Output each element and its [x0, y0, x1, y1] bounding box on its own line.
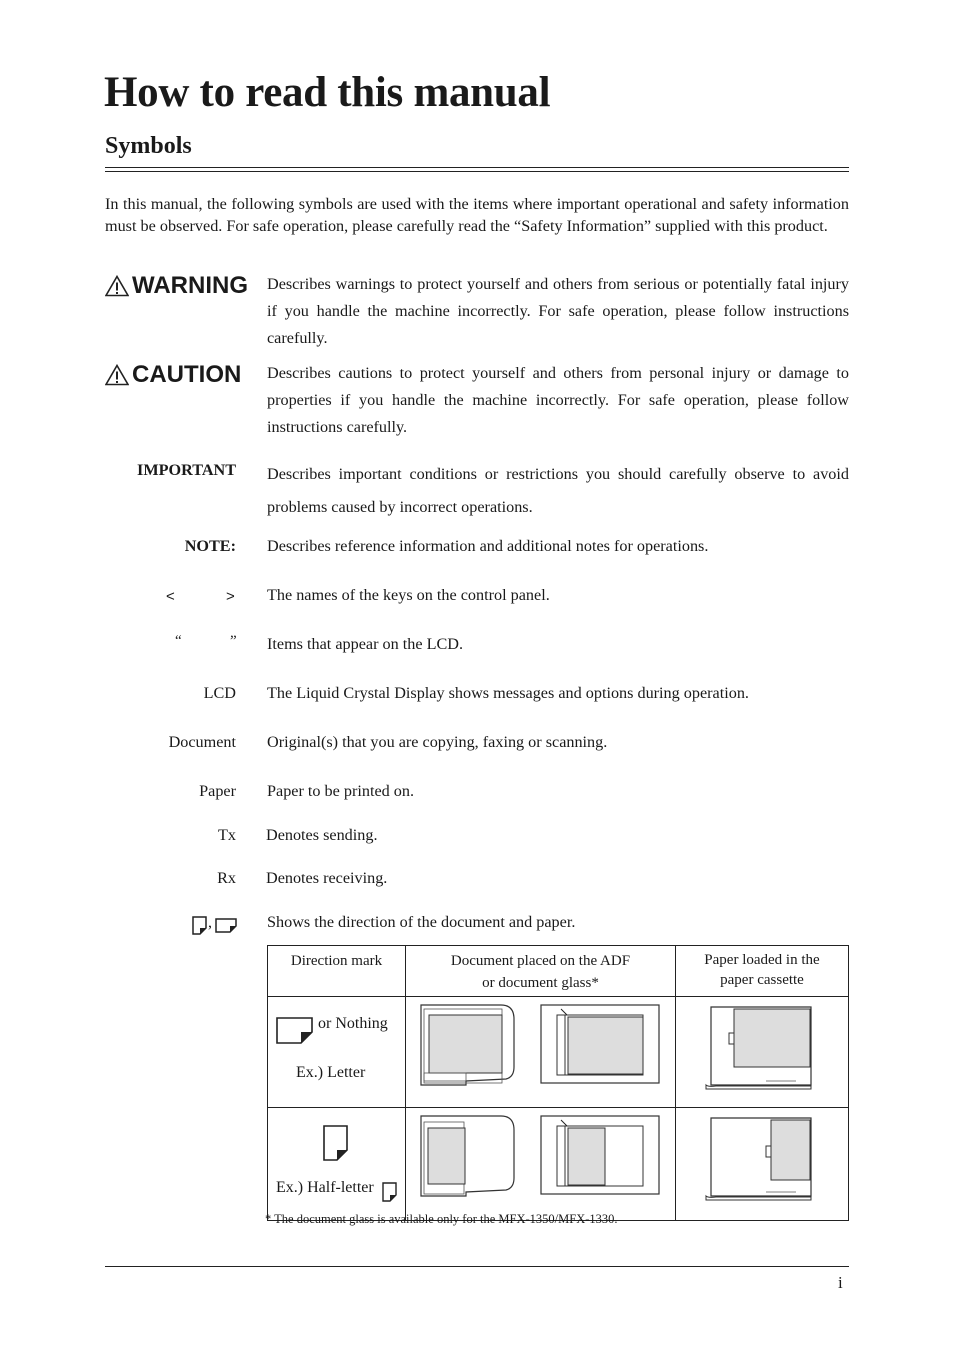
note-label: NOTE: — [184, 537, 236, 555]
landscape-direction-mark-icon — [215, 918, 237, 933]
quote-open: “ — [175, 633, 182, 649]
keys-description: The names of the keys on the control panel. — [267, 586, 550, 604]
paper-description: Paper to be printed on. — [267, 782, 414, 800]
half-letter-mark-icon — [382, 1182, 398, 1202]
document-description: Original(s) that you are copying, faxing or scanning. — [267, 733, 608, 751]
caution-label: CAUTION — [132, 361, 242, 388]
warning-signal — [105, 272, 248, 300]
rx-description: Denotes receiving. — [266, 869, 388, 887]
section-heading: Symbols — [105, 133, 192, 159]
warning-label: WARNING — [132, 272, 248, 299]
table-header-cassette: Paper loaded in the paper cassette — [704, 952, 820, 988]
landscape-placement-illustration — [406, 997, 675, 1102]
landscape-cassette-illustration — [676, 997, 848, 1102]
note-description: Describes reference information and additional notes for operations. — [267, 537, 709, 555]
caution-triangle-icon — [105, 364, 129, 386]
table-header-adf: Document placed on the ADF or document glass* — [450, 953, 631, 991]
page-number: i — [838, 1273, 843, 1292]
portrait-mark-icon — [323, 1125, 349, 1161]
direction-mark-separator: , — [208, 914, 212, 931]
important-label: IMPORTANT — [137, 461, 236, 479]
or-nothing-text: or Nothing — [318, 1015, 388, 1032]
tx-description: Denotes sending. — [266, 826, 378, 844]
tx-label: Tx — [218, 826, 236, 844]
table-footnote: * The document glass is available only for the MFX-1350/MFX-1330. — [265, 1212, 618, 1226]
quote-close: ” — [230, 633, 237, 649]
letter-example: Ex.) Letter — [296, 1064, 366, 1081]
heading-rule — [105, 171, 849, 172]
caution-signal — [105, 361, 241, 389]
intro-paragraph: In this manual, the following symbols are used with the items where important operational and safety information must be observed. For safe operation, please carefully read the “Safety Information” supplied with this product. — [105, 195, 849, 235]
table-header-direction-mark: Direction mark — [290, 953, 383, 969]
heading-rule — [105, 167, 849, 168]
landscape-mark-icon — [276, 1017, 314, 1044]
warning-triangle-icon — [105, 275, 129, 297]
lcd-label: LCD — [203, 684, 236, 702]
key-bracket-close: > — [226, 588, 235, 605]
paper-label: Paper — [199, 782, 236, 800]
portrait-cassette-illustration — [676, 1108, 848, 1215]
footer-rule — [105, 1266, 849, 1267]
important-description: Describes important conditions or restrictions you should carefully observe to avoid problems caused by incorrect operations. — [267, 465, 849, 516]
caution-description: Describes cautions to protect yourself and others from personal injury or damage to properties if you handle the machine incorrectly. For safe operation, please follow instructions carefully. — [267, 364, 849, 436]
direction-table — [267, 945, 849, 1221]
warning-description: Describes warnings to protect yourself and others from serious or potentially fatal injury if you handle the machine incorrectly. For safe operation, please follow instructions carefully. — [267, 275, 849, 347]
key-bracket-open: < — [166, 588, 175, 605]
portrait-direction-mark-icon — [192, 916, 208, 935]
lcd-description: The Liquid Crystal Display shows messages and options during operation. — [267, 684, 749, 702]
direction-description: Shows the direction of the document and paper. — [267, 913, 576, 931]
page-title: How to read this manual — [104, 69, 551, 116]
half-letter-example: Ex.) Half-letter — [276, 1179, 374, 1196]
rx-label: Rx — [217, 869, 236, 887]
document-label: Document — [168, 733, 236, 751]
lcd-items-description: Items that appear on the LCD. — [267, 635, 463, 653]
portrait-placement-illustration — [406, 1108, 675, 1215]
